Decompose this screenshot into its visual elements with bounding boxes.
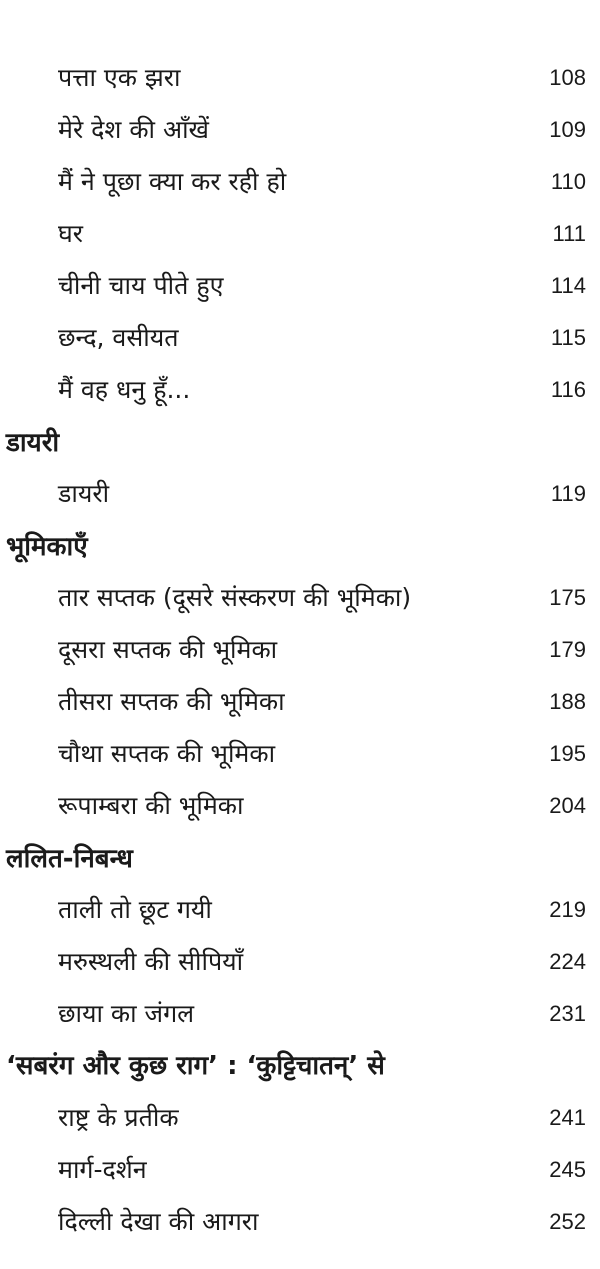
toc-entry-title: मैं वह धनु हूँ...: [58, 375, 191, 404]
toc-entry-page-number: 109: [549, 117, 586, 142]
toc-entry: [0, 160, 600, 204]
section-heading: [0, 1044, 600, 1088]
toc-entry-page-number: 241: [549, 1105, 586, 1130]
toc-entry-title: ताली तो छूट गयी: [58, 895, 212, 924]
toc-entry-title: मैं ने पूछा क्या कर रही हो: [58, 167, 287, 196]
toc-entry-title: चौथा सप्तक की भूमिका: [58, 739, 276, 768]
toc-entry-page-number: 252: [549, 1209, 586, 1234]
toc-entry: [0, 680, 600, 724]
toc-entry-page-number: 231: [549, 1001, 586, 1026]
toc-entry-page-number: 188: [549, 689, 586, 714]
toc-entry-page-number: 116: [550, 377, 586, 402]
toc-entry: [0, 940, 600, 984]
toc-entry: [0, 576, 600, 620]
section-heading: [0, 837, 600, 881]
toc-entry: [0, 56, 600, 100]
toc-entry: [0, 108, 600, 152]
toc-entry-title: राष्ट्र के प्रतीक: [58, 1103, 179, 1132]
section-heading: [0, 421, 600, 465]
toc-entry-title: छाया का जंगल: [58, 999, 195, 1028]
toc-entry-page-number: 219: [549, 897, 586, 922]
toc-entry: [0, 992, 600, 1036]
toc-entry-title: तार सप्तक (दूसरे संस्करण की भूमिका): [58, 583, 412, 612]
toc-entry-title: मेरे देश की आँखें: [58, 115, 209, 144]
toc-entry-page-number: 108: [549, 65, 586, 90]
toc-entry-title: पत्ता एक झरा: [58, 63, 181, 92]
toc-entry: [0, 472, 600, 516]
toc-entry-title: रूपाम्बरा की भूमिका: [58, 791, 244, 820]
toc-entry: [0, 368, 600, 412]
toc-entry-title: दिल्ली देखा की आगरा: [58, 1207, 259, 1236]
section-heading-title: भूमिकाएँ: [6, 532, 88, 562]
toc-entry: [0, 264, 600, 308]
section-heading: [0, 525, 600, 569]
toc-entry-page-number: 114: [550, 273, 586, 298]
toc-entry-page-number: 195: [549, 741, 586, 766]
toc-entry-title: छन्द, वसीयत: [58, 323, 179, 352]
toc-entry-title: घर: [58, 219, 84, 248]
section-heading-title: डायरी: [6, 428, 60, 458]
section-heading-title: ललित-निबन्ध: [6, 844, 133, 874]
toc-entry: [0, 1096, 600, 1140]
toc-entry: [0, 316, 600, 360]
toc-entry-page-number: 245: [549, 1157, 586, 1182]
toc-entry-title: मरुस्थली की सीपियाँ: [58, 947, 244, 976]
toc-entry: [0, 1200, 600, 1244]
toc-entry-page-number: 110: [550, 169, 586, 194]
toc-entry-page-number: 224: [549, 949, 586, 974]
toc-entry-page-number: 115: [550, 325, 586, 350]
toc-entry: [0, 1148, 600, 1192]
toc-entry: [0, 628, 600, 672]
toc-entry-page-number: 111: [552, 221, 586, 246]
toc-entry-title: दूसरा सप्तक की भूमिका: [58, 635, 278, 664]
toc-entry: [0, 784, 600, 828]
toc-entry: [0, 212, 600, 256]
toc-entry-title: मार्ग-दर्शन: [58, 1155, 147, 1184]
toc-entry: [0, 888, 600, 932]
toc-entry-title: चीनी चाय पीते हुए: [58, 271, 224, 300]
toc-entry-page-number: 119: [550, 481, 586, 506]
toc-entry: [0, 732, 600, 776]
toc-entry-page-number: 204: [549, 793, 586, 818]
section-heading-title: ‘सबरंग और कुछ राग’ : ‘कुट्टिचातन्’ से: [6, 1051, 385, 1081]
toc-entry-title: तीसरा सप्तक की भूमिका: [58, 687, 285, 716]
toc-entry-page-number: 175: [549, 585, 586, 610]
toc-entry-page-number: 179: [549, 637, 586, 662]
toc-entry-title: डायरी: [58, 479, 110, 508]
